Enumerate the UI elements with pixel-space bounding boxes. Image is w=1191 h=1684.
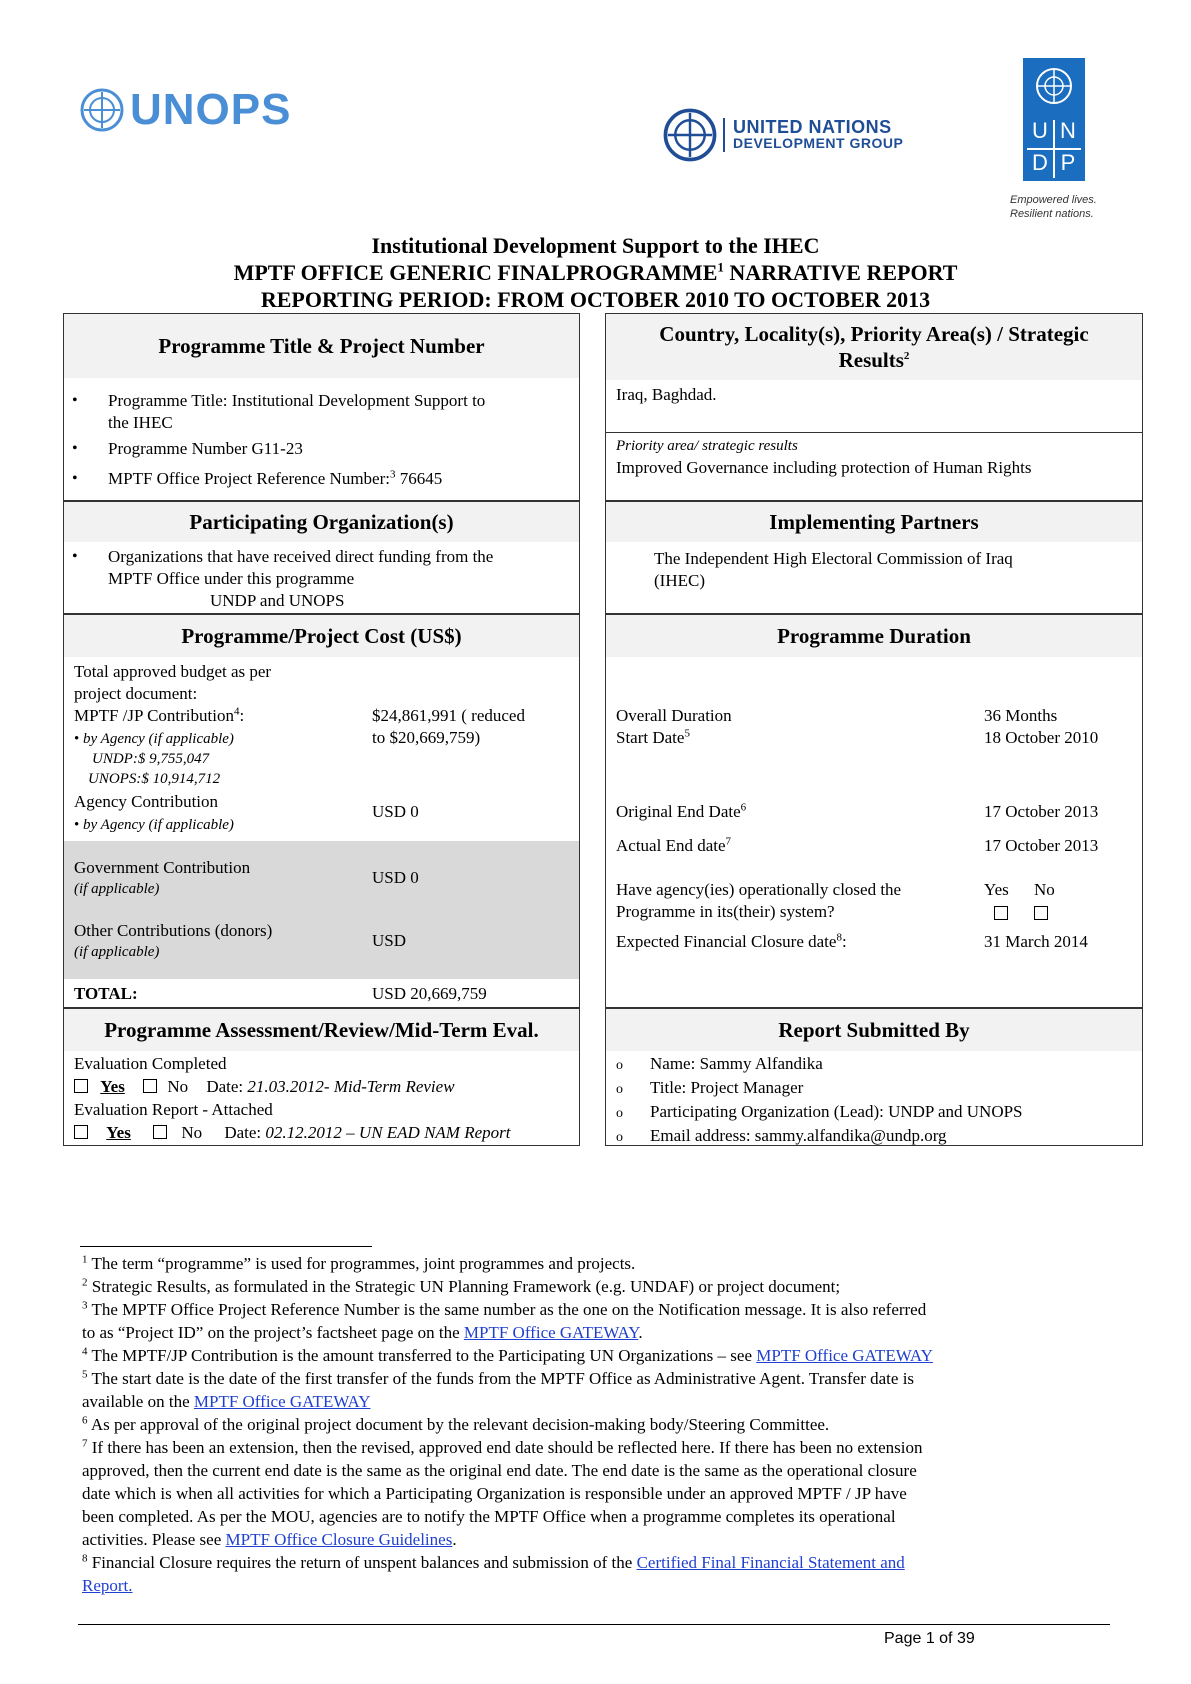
report-no-label: No [181, 1123, 203, 1142]
country-location: Iraq, Baghdad. [616, 385, 717, 404]
eval-yes-checkbox[interactable] [74, 1079, 88, 1093]
undp-letter-d: D [1032, 150, 1048, 175]
programme-number-item: Programme Number G11-23 [108, 439, 303, 458]
undp-tagline-2: Resilient nations. [1010, 208, 1094, 220]
agency-by-agency: • by Agency (if applicable) [74, 817, 234, 833]
footnote-3: $^3$ The MPTF Office Project Reference Number is the same number as the one on the Notification message. It is also referred to as “Project ID” on the project’s factsheet page on the MPTF Office GATEWAY. [82, 1299, 927, 1342]
mptf-gateway-link[interactable]: MPTF Office GATEWAY [463, 1323, 639, 1342]
report-date-label: Date: [224, 1123, 262, 1142]
overall-duration-value: 36 Months [984, 706, 1058, 725]
programme-title-item: Programme Title: Institutional Development Support to the IHEC [108, 391, 486, 432]
government-contribution-label: Government Contribution [74, 858, 251, 877]
evaluation-completed-row [74, 1076, 455, 1098]
eval-yes-label: Yes [100, 1077, 125, 1096]
eval-date1: 21.03.2012- Mid-Term Review [247, 1077, 455, 1096]
assessment-header: Programme Assessment/Review/Mid-Term Eval. [64, 1009, 579, 1051]
programme-title-header: Programme Title & Project Number [64, 314, 579, 378]
implementing-partners-text: The Independent High Electoral Commission of Iraq (IHEC) [654, 549, 1013, 590]
closure-guidelines-link[interactable]: MPTF Office Closure Guidelines [225, 1530, 453, 1549]
submitter-title: Title: Project Manager [650, 1078, 804, 1097]
programme-duration-header: Programme Duration [606, 615, 1142, 657]
actual-end-date-value: 17 October 2013 [984, 836, 1099, 855]
actual-end-date-label: Actual End date$^7$ [616, 835, 732, 855]
certified-statement-link[interactable]: Certified Final Financial Statement and [636, 1553, 905, 1572]
evaluation-report-label: Evaluation Report - Attached [74, 1100, 273, 1119]
submitter-name: Name: Sammy Alfandika [650, 1054, 823, 1073]
other-contributions-label: Other Contributions (donors) [74, 921, 273, 940]
assessment-box [63, 1008, 580, 1146]
un-emblem-icon [663, 108, 717, 162]
submitted-by-list: o Name: Sammy Alfandika o Title: Project Manager o Participating Organization (Lead): UNDP and UNOPS o Email address: sammy.alfandika@undp.org [616, 1054, 1023, 1145]
total-label: TOTAL: [74, 984, 138, 1003]
footnote-8: $^8$ Financial Closure requires the return of unspent balances and submission of the Certified Final Financial Statement and Report. [82, 1552, 905, 1595]
priority-area-label: Priority area/ strategic results [616, 438, 798, 454]
implementing-partners-box [605, 501, 1143, 614]
undp-tagline-1: Empowered lives. [1010, 194, 1097, 206]
certified-statement-link-cont[interactable]: Report. [82, 1576, 133, 1595]
submitter-email: Email address: sammy.alfandika@undp.org [650, 1126, 947, 1145]
evaluation-report-row [74, 1122, 511, 1144]
government-contribution-value: USD 0 [372, 868, 419, 887]
participating-org-box: Participating Organization(s) • Organizations that have received direct funding from the MPTF Office under this programme UNDP and UNOPS [63, 501, 580, 614]
undg-line2: DEVELOPMENT GROUP [733, 135, 904, 151]
mptf-gateway-link[interactable]: MPTF Office GATEWAY [756, 1346, 933, 1365]
undp-letter-p: P [1060, 150, 1076, 175]
footnote-5: $^5$ The start date is the date of the first transfer of the funds from the MPTF Office as Administrative Agent. Transfer date is available on the MPTF Office GATEWAY [82, 1368, 915, 1411]
report-yes-label: Yes [106, 1123, 131, 1142]
other-contributions-value: USD [372, 931, 407, 950]
country-box [605, 313, 1143, 501]
programme-title-box: Programme Title & Project Number • Programme Title: Institutional Development Support to the IHEC • Programme Number G11-23 • MPTF Office Project Reference Number:$^3$ 76645 [63, 313, 580, 501]
title-line2: MPTF OFFICE GENERIC FINALPROGRAMME$^1$ NARRATIVE REPORT [233, 259, 958, 285]
overall-duration-label: Overall Duration [616, 706, 732, 725]
evaluation-completed-label: Evaluation Completed [74, 1054, 227, 1073]
footnote-4: $^4$ The MPTF/JP Contribution is the amount transferred to the Participating UN Organizations – see MPTF Office GATEWAY [82, 1345, 933, 1365]
participating-org-header: Participating Organization(s) [64, 502, 579, 542]
participating-org-text: Organizations that have received direct funding from the MPTF Office under this programme UNDP and UNOPS [108, 547, 494, 610]
unops-wordmark: UNOPS [130, 85, 292, 134]
undp-tagline [1010, 193, 1110, 221]
eval-date-label: Date: [206, 1077, 244, 1096]
agency-contribution-value: USD 0 [372, 802, 419, 821]
report-yes-checkbox[interactable] [74, 1125, 88, 1139]
un-emblem-icon [80, 88, 124, 132]
by-agency-list: • by Agency (if applicable) UNDP:$ 9,755,047 UNOPS:$ 10,914,712 [74, 731, 234, 787]
footnote-2: $^2$ Strategic Results, as formulated in the Strategic UN Planning Framework (e.g. UNDAF) or project document; [82, 1276, 841, 1296]
footnote-separator [80, 1246, 372, 1247]
closed-yes-checkbox[interactable] [994, 906, 1008, 920]
project-reference-item: MPTF Office Project Reference Number:$^3$ 76645 [108, 468, 443, 488]
footnote-6: $^6$ As per approval of the original project document by the relevant decision-making body/Steering Committee. [82, 1414, 830, 1434]
other-if-applicable: (if applicable) [74, 944, 160, 960]
mptf-gateway-link[interactable]: MPTF Office GATEWAY [193, 1392, 371, 1411]
implementing-partners-header: Implementing Partners [606, 502, 1142, 542]
mptf-contribution-value: $24,861,991 ( reduced to $20,669,759) [372, 706, 525, 747]
government-if-applicable: (if applicable) [74, 881, 160, 897]
page-number: Page 1 of 39 [884, 1630, 975, 1647]
financial-closure-value: 31 March 2014 [984, 932, 1088, 951]
original-end-date-label: Original End Date$^6$ [616, 801, 747, 821]
total-budget-label: Total approved budget as per project document: MPTF /JP Contribution$^4$: [74, 662, 272, 725]
total-value: USD 20,669,759 [372, 984, 487, 1003]
submitted-by-header: Report Submitted By [606, 1009, 1142, 1051]
eval-no-label: No [167, 1077, 189, 1096]
eval-no-checkbox[interactable] [143, 1079, 157, 1093]
report-title [0, 232, 1191, 313]
undp-letter-u: U [1032, 118, 1048, 143]
programme-duration-box [605, 614, 1143, 1008]
programme-cost-header: Programme/Project Cost (US$) [64, 615, 579, 657]
agency-contribution-label: Agency Contribution [74, 792, 219, 811]
title-line3: REPORTING PERIOD: FROM OCTOBER 2010 TO OCTOBER 2013 [260, 287, 931, 312]
undp-logo [1023, 58, 1085, 181]
title-line1: Institutional Development Support to the IHEC [371, 233, 820, 258]
report-date2: 02.12.2012 – UN EAD NAM Report [265, 1123, 511, 1142]
footnote-7: $^7$ If there has been an extension, then the revised, approved end date should be reflected here. If there has been no extension approved, then the current end date is the same as the original end date. The end date is the same as the operational closure date which is when all activities for which a Participating Organization is responsible under an approved MPTF / JP have been completed. As per the MOU, agencies are to notify the MPTF Office when a programme completes its operational activities. Please see MPTF Office Closure Guidelines. [82, 1437, 923, 1549]
original-end-date-value: 17 October 2013 [984, 802, 1099, 821]
start-date-label: Start Date$^5$ [616, 727, 690, 747]
undp-letter-n: N [1060, 118, 1076, 143]
undg-line1: UNITED NATIONS [733, 117, 892, 137]
submitted-by-box [605, 1008, 1143, 1146]
footnote-1: $^1$ The term “programme” is used for programmes, joint programmes and projects. [82, 1253, 636, 1273]
closed-yes-label: Yes [984, 880, 1009, 899]
closed-question: Have agency(ies) operationally closed the Programme in its(their) system? [616, 880, 902, 921]
footer-separator [78, 1624, 1110, 1625]
undg-logo [663, 108, 903, 162]
unops-logo [80, 85, 291, 135]
report-no-checkbox[interactable] [153, 1125, 167, 1139]
programme-cost-box [63, 614, 580, 1008]
closed-no-checkbox[interactable] [1034, 906, 1048, 920]
country-header: Country, Locality(s), Priority Area(s) / Strategic Results$^2$ [606, 314, 1142, 380]
start-date-value: 18 October 2010 [984, 728, 1099, 747]
submitter-org: Participating Organization (Lead): UNDP and UNOPS [650, 1102, 1023, 1121]
priority-area-value: Improved Governance including protection of Human Rights [616, 458, 1032, 477]
closed-no-label: No [1034, 880, 1055, 899]
financial-closure-label: Expected Financial Closure date$^8$: [616, 931, 847, 951]
